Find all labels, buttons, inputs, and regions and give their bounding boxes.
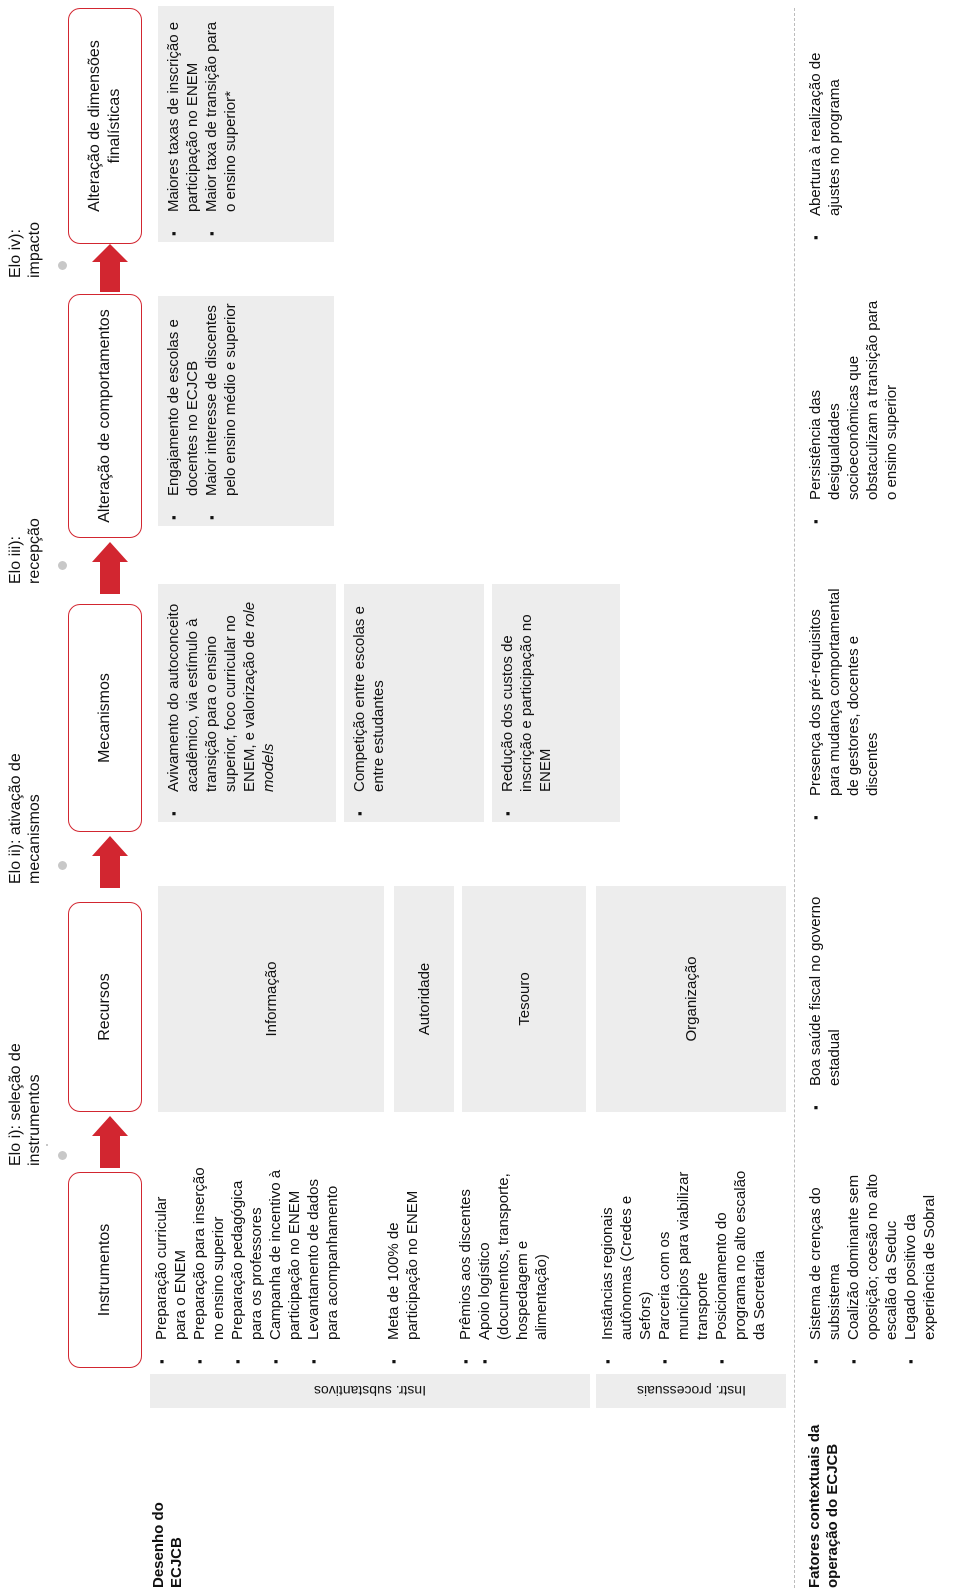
- instrumentos-tesouro: [456, 1166, 576, 1366]
- list-item: ▪ Parceria com os municípios para viabilizar transporte: [655, 1166, 712, 1366]
- recurso-autoridade: Autoridade: [394, 886, 454, 1112]
- instrumentos-informacao: [152, 1166, 352, 1366]
- header-finalisticas: Alteração de dimensões finalísticas: [68, 8, 142, 244]
- list-item: ▪ Meta de 100% de participação no ENEM: [384, 1166, 422, 1366]
- elo-dot-2: [58, 861, 67, 870]
- list-item: ▪ Redução dos custos de inscrição e participação no ENEM: [498, 588, 555, 818]
- list-item: ▪ Engajamento de escolas e docentes no ECJCB: [164, 300, 202, 522]
- list-item: ▪ Levantamento de dados para acompanhamento: [304, 1166, 342, 1366]
- comportamentos-panel: [158, 296, 334, 526]
- mecanismo-2: [344, 584, 484, 822]
- instrumentos-autoridade: [384, 1166, 444, 1366]
- instrumentos-organizacao: [598, 1166, 788, 1366]
- finalisticas-panel: [158, 6, 334, 242]
- list-item: ▪ Abertura à realização de ajustes no programa: [806, 6, 844, 242]
- list-item: ▪ Preparação curricular para o ENEM: [152, 1166, 190, 1366]
- recurso-tesouro: Tesouro: [462, 886, 586, 1112]
- elo-label-1: Elo i): seleção de instrumentos: [7, 1043, 43, 1166]
- list-item: ▪ Apoio logístico (documentos, transporte, hospedagem e alimentação): [475, 1166, 551, 1366]
- row-label-fatores-visible: Fatores contextuais da operação do ECJCB: [806, 1424, 841, 1588]
- elo-dot-3: [58, 561, 67, 570]
- recurso-organizacao: Organização: [596, 886, 786, 1112]
- fatores-mecanismos: [806, 584, 966, 822]
- header-recursos: Recursos: [68, 902, 142, 1112]
- elo-label-2: Elo ii): ativação de mecanismos: [7, 753, 43, 884]
- list-item: ▪ Preparação para inserção no ensino superior: [190, 1166, 228, 1366]
- elo-dot-4: [58, 261, 67, 270]
- list-item: ▪ Sistema de crenças do subsistema: [806, 1136, 844, 1366]
- list-item: ▪ Boa saúde fiscal no governo estadual: [806, 882, 844, 1112]
- arrow-icon-1: [90, 1114, 130, 1170]
- list-item: ▪ Avivamento do autoconceito acadêmico, via estímulo à transição para o ensino superior, foco curricular no ENEM, e valorização de role models: [164, 588, 278, 818]
- header-mecanismos: Mecanismos: [68, 604, 142, 832]
- label-instr-substantivos: Instr. substantivos: [150, 1374, 590, 1408]
- arrow-icon-4: [90, 242, 130, 294]
- fatores-recursos: [806, 882, 906, 1112]
- list-item: ▪ Instâncias regionais autônomas (Credes e Sefors): [598, 1166, 655, 1366]
- header-comportamentos: Alteração de comportamentos: [68, 294, 142, 538]
- list-item: ▪ Presença dos pré-requisitos para mudança comportamental de gestores, docentes e discentes: [806, 584, 882, 822]
- list-item: ▪ Legado positivo da experiência de Sobral: [901, 1136, 939, 1366]
- list-item: ▪ Prêmios aos discentes: [456, 1166, 475, 1366]
- elo-label-3: Elo iii): recepção: [7, 518, 43, 584]
- list-item: ▪ Maior interesse de discentes pelo ensino médio e superior: [202, 300, 240, 522]
- list-item: ▪ Posicionamento do programa no alto escalão da Secretaria: [712, 1166, 769, 1366]
- list-item: ▪ Maior taxa de transição para o ensino superior*: [202, 10, 240, 238]
- mecanismo-1: [158, 584, 336, 822]
- arrow-icon-2: [90, 834, 130, 890]
- mecanismo-3: [492, 584, 620, 822]
- fatores-finalisticas: [806, 6, 966, 242]
- recurso-informacao: Informação: [158, 886, 384, 1112]
- header-instrumentos: Instrumentos: [68, 1172, 142, 1368]
- list-item: ▪ Competição entre escolas e entre estudantes: [350, 588, 388, 818]
- list-item: ▪ Persistência das desigualdades socioeconômicas que obstaculizam a transição para o ensino superior: [806, 296, 901, 526]
- list-item: ▪ Preparação pedagógica para os professores: [228, 1166, 266, 1366]
- label-instr-processuais: Instr. processuais: [596, 1374, 786, 1408]
- list-item: ▪ Maiores taxas de inscrição e participação no ENEM: [164, 10, 202, 238]
- list-item: ▪ Campanha de incentivo à participação no ENEM: [266, 1166, 304, 1366]
- elo-dot-1: [58, 1151, 67, 1160]
- arrow-icon-3: [90, 540, 130, 596]
- row-label-desenho-visible: Desenho do ECJCB: [150, 1502, 185, 1588]
- row-separator: [794, 8, 795, 1588]
- list-item: ▪ Coalizão dominante sem oposição; coesão no alto escalão da Seduc: [844, 1136, 901, 1366]
- fatores-comportamentos: [806, 296, 966, 526]
- fatores-instrumentos: [806, 1136, 966, 1366]
- elo-label-4: Elo iv): impacto: [7, 221, 43, 278]
